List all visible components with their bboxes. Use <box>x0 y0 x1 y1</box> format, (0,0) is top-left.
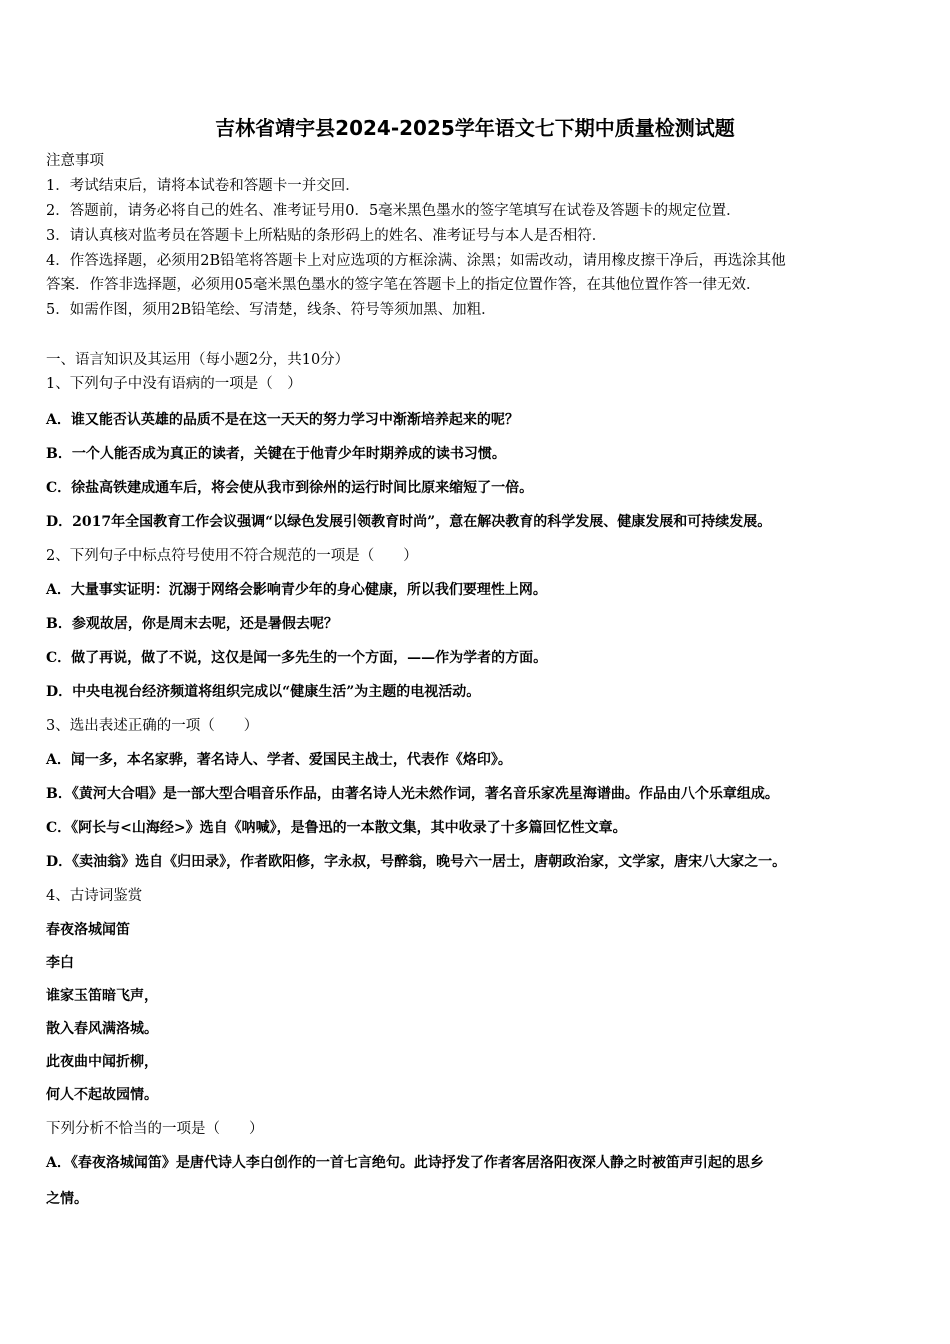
q4-option-a: A．《春夜洛城闻笛》是唐代诗人李白创作的一首七言绝句。此诗抒发了作者客居洛阳夜深人静之时被笛声引起的思乡 <box>46 1155 764 1171</box>
q1-option-b: B．一个人能否成为真正的读者，关键在于他青少年时期养成的读书习惯。 <box>46 446 506 462</box>
question-stem-2: 2、下列句子中标点符号使用不符合规范的一项是（ ） <box>46 548 418 564</box>
question-stem-3: 3、选出表述正确的一项（ ） <box>46 718 259 734</box>
question-stem-1: 1、下列句子中没有语病的一项是（ ） <box>46 376 302 392</box>
poem-title: 春夜洛城闻笛 <box>46 922 130 938</box>
notice-item: 1．考试结束后，请将本试卷和答题卡一并交回． <box>46 178 360 194</box>
q3-option-b: B．《黄河大合唱》是一部大型合唱音乐作品，由著名诗人光未然作词，著名音乐家冼星海谱曲。作品由八个乐章组成。 <box>46 786 779 802</box>
section-heading: 一、语言知识及其运用（每小题2分，共10分） <box>46 352 350 368</box>
poem-line: 散入春风满洛城。 <box>46 1021 158 1037</box>
q2-option-d: D．中央电视台经济频道将组织完成以“健康生活”为主题的电视活动。 <box>46 684 481 700</box>
notice-item: 5．如需作图，须用2B铅笔绘、写清楚，线条、符号等须加黑、加粗． <box>46 302 496 318</box>
q1-option-c: C．徐盐高铁建成通车后，将会使从我市到徐州的运行时间比原来缩短了一倍。 <box>46 480 534 496</box>
page-title: 吉林省靖宇县2024-2025学年语文七下期中质量检测试题 <box>215 116 735 140</box>
notice-item: 2．答题前，请务必将自己的姓名、准考证号用0．5毫米黑色墨水的签字笔填写在试卷及答题卡的规定位置． <box>46 203 741 219</box>
poem-line: 谁家玉笛暗飞声， <box>46 988 158 1004</box>
q2-option-b: B．参观故居，你是周末去呢，还是暑假去呢？ <box>46 616 338 632</box>
question-stem-4: 4、古诗词鉴赏 <box>46 888 143 904</box>
q1-option-d: D．2017年全国教育工作会议强调“以绿色发展引领教育时尚”，意在解决教育的科学发展、健康发展和可持续发展。 <box>46 514 772 530</box>
notice-item: 4．作答选择题，必须用2B铅笔将答题卡上对应选项的方框涂满、涂黑；如需改动，请用橡皮擦干净后，再选涂其他 <box>46 253 786 269</box>
notice-item: 答案．作答非选择题，必须用05毫米黑色墨水的签字笔在答题卡上的指定位置作答，在其他位置作答一律无效． <box>46 277 761 293</box>
q1-option-a: A．谁又能否认英雄的品质不是在这一天天的努力学习中渐渐培养起来的呢？ <box>46 412 519 428</box>
q2-option-a: A．大量事实证明：沉溺于网络会影响青少年的身心健康，所以我们要理性上网。 <box>46 582 547 598</box>
poem-author: 李白 <box>46 955 74 971</box>
poem-line: 此夜曲中闻折柳， <box>46 1054 158 1070</box>
poem-line: 何人不起故园情。 <box>46 1087 158 1103</box>
q3-option-c: C．《阿长与<山海经>》选自《呐喊》，是鲁迅的一本散文集，其中收录了十多篇回忆性文章。 <box>46 820 627 836</box>
notice-item: 3．请认真核对监考员在答题卡上所粘贴的条形码上的姓名、准考证号与本人是否相符． <box>46 228 607 244</box>
q4-sub-stem: 下列分析不恰当的一项是（ ） <box>46 1121 264 1137</box>
q4-option-a-cont: 之情。 <box>46 1191 88 1207</box>
q2-option-c: C．做了再说，做了不说，这仅是闻一多先生的一个方面，——作为学者的方面。 <box>46 650 548 666</box>
q3-option-a: A．闻一多，本名家骅，著名诗人、学者、爱国民主战士，代表作《烙印》。 <box>46 752 512 768</box>
q3-option-d: D．《卖油翁》选自《归田录》，作者欧阳修，字永叔，号醉翁，晚号六一居士，唐朝政治家，文学家，唐宋八大家之一。 <box>46 854 787 870</box>
notice-heading: 注意事项 <box>46 153 104 169</box>
